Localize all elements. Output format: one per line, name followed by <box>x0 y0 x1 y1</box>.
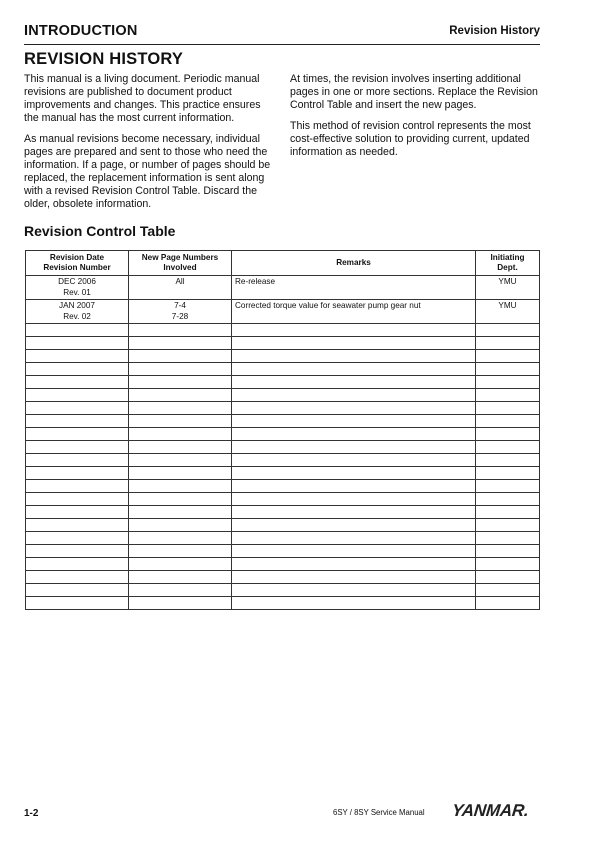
table-cell-blank <box>476 415 540 428</box>
table-title: Revision Control Table <box>24 223 176 239</box>
table-cell-blank <box>476 545 540 558</box>
remarks-cell: Re-release <box>232 276 476 300</box>
table-cell-blank <box>476 532 540 545</box>
table-cell-blank <box>476 376 540 389</box>
table-cell-blank <box>129 597 232 610</box>
table-cell-blank <box>26 519 129 532</box>
paragraph: As manual revisions become necessary, individual pages are prepared and sent to those who need the information. If a page, or number of pages should be replaced, the replacement information is sent along with a revised Revision Control Table. Discard the older, obsolete information. <box>24 133 271 210</box>
table-cell-blank <box>476 402 540 415</box>
table-cell-blank <box>26 584 129 597</box>
table-cell-blank <box>232 493 476 506</box>
table-cell-blank <box>26 532 129 545</box>
table-cell-blank <box>26 493 129 506</box>
table-cell-blank <box>26 389 129 402</box>
table-cell-blank <box>129 389 232 402</box>
table-cell-blank <box>476 363 540 376</box>
remarks-cell: Corrected torque value for seawater pump gear nut <box>232 300 476 324</box>
revision-control-table <box>25 250 540 610</box>
table-cell-blank <box>129 480 232 493</box>
table-cell-blank <box>476 441 540 454</box>
table-row-blank <box>26 324 540 337</box>
page-title: REVISION HISTORY <box>24 50 184 68</box>
table-cell-blank <box>232 571 476 584</box>
body-column-left <box>24 73 274 219</box>
table-cell-blank <box>129 350 232 363</box>
table-row-blank <box>26 337 540 350</box>
table-cell-blank <box>26 363 129 376</box>
table-cell-blank <box>26 506 129 519</box>
table-cell-blank <box>232 337 476 350</box>
paragraph: At times, the revision involves inserting additional pages in one or more sections. Replace the Revision Control Table and insert the new pages. <box>290 73 538 111</box>
body-column-right <box>290 73 540 167</box>
table-cell-blank <box>129 441 232 454</box>
table-row-blank <box>26 597 540 610</box>
table-cell-blank <box>129 428 232 441</box>
table-cell-blank <box>129 363 232 376</box>
table-cell-blank <box>26 402 129 415</box>
table-cell-blank <box>26 376 129 389</box>
table-row-blank <box>26 389 540 402</box>
header-remarks: Remarks <box>232 251 476 276</box>
dept-cell: YMU <box>476 276 540 300</box>
table-cell-blank <box>26 597 129 610</box>
table-cell-blank <box>232 506 476 519</box>
table-row-blank <box>26 454 540 467</box>
table-cell-blank <box>232 376 476 389</box>
table-cell-blank <box>476 389 540 402</box>
table-cell-blank <box>232 428 476 441</box>
table-cell-blank <box>476 337 540 350</box>
table-row-blank <box>26 519 540 532</box>
table-cell-blank <box>26 350 129 363</box>
table-cell-blank <box>476 467 540 480</box>
table-cell-blank <box>476 506 540 519</box>
table-cell-blank <box>232 519 476 532</box>
table-row-blank <box>26 558 540 571</box>
table-cell-blank <box>232 415 476 428</box>
header-revision-date: Revision Date Revision Number <box>26 251 129 276</box>
table-cell-blank <box>232 324 476 337</box>
table-cell-blank <box>129 506 232 519</box>
table-cell-blank <box>129 454 232 467</box>
table-cell-blank <box>232 363 476 376</box>
table-cell-blank <box>26 467 129 480</box>
table-row-blank <box>26 350 540 363</box>
topic-title: Revision History <box>449 25 540 37</box>
pages-cell: 7-4 7-28 <box>129 300 232 324</box>
table-cell-blank <box>26 441 129 454</box>
table-cell-blank <box>129 324 232 337</box>
table-cell-blank <box>232 480 476 493</box>
table-cell-blank <box>129 337 232 350</box>
table-cell-blank <box>129 584 232 597</box>
table-row-blank <box>26 532 540 545</box>
table-row-blank <box>26 480 540 493</box>
table-row-blank <box>26 506 540 519</box>
table-cell-blank <box>232 545 476 558</box>
table-row-blank <box>26 428 540 441</box>
table-cell-blank <box>476 350 540 363</box>
table-cell-blank <box>26 428 129 441</box>
table-cell-blank <box>476 558 540 571</box>
table-cell-blank <box>26 480 129 493</box>
table-cell-blank <box>232 532 476 545</box>
table-cell-blank <box>26 324 129 337</box>
table-cell-blank <box>26 545 129 558</box>
paragraph: This method of revision control represents the most cost-effective solution to providing current, updated information as needed. <box>290 120 531 158</box>
pages-cell: All <box>129 276 232 300</box>
table-cell-blank <box>476 597 540 610</box>
table-row <box>26 300 540 324</box>
table-row-blank <box>26 402 540 415</box>
table-cell-blank <box>476 584 540 597</box>
table-row-blank <box>26 571 540 584</box>
table-cell-blank <box>232 441 476 454</box>
table-cell-blank <box>232 389 476 402</box>
table-cell-blank <box>129 376 232 389</box>
yanmar-logo: YANMAR. <box>451 801 530 820</box>
table-cell-blank <box>476 571 540 584</box>
table-cell-blank <box>476 428 540 441</box>
paragraph: This manual is a living document. Periodic manual revisions are published to document product improvements and changes. This practice ensures the manual has the most current information. <box>24 73 261 124</box>
table-cell-blank <box>129 493 232 506</box>
table-cell-blank <box>129 532 232 545</box>
page-header <box>24 22 540 45</box>
table-cell-blank <box>129 545 232 558</box>
table-row <box>26 276 540 300</box>
table-row-blank <box>26 376 540 389</box>
page-number: 1-2 <box>24 808 39 819</box>
table-row-blank <box>26 545 540 558</box>
table-cell-blank <box>129 558 232 571</box>
table-cell-blank <box>26 337 129 350</box>
dept-cell: YMU <box>476 300 540 324</box>
revision-cell: JAN 2007 Rev. 02 <box>26 300 129 324</box>
table-cell-blank <box>129 467 232 480</box>
table-row-blank <box>26 415 540 428</box>
table-cell-blank <box>232 350 476 363</box>
table-cell-blank <box>129 519 232 532</box>
table-cell-blank <box>26 454 129 467</box>
table-row-blank <box>26 363 540 376</box>
manual-title: 6SY / 8SY Service Manual <box>333 808 425 817</box>
header-initiating-dept: Initiating Dept. <box>476 251 540 276</box>
table-cell-blank <box>232 467 476 480</box>
table-row-blank <box>26 441 540 454</box>
revision-cell: DEC 2006 Rev. 01 <box>26 276 129 300</box>
table-cell-blank <box>232 402 476 415</box>
header-page-numbers: New Page Numbers Involved <box>129 251 232 276</box>
table-cell-blank <box>232 558 476 571</box>
table-cell-blank <box>129 571 232 584</box>
table-cell-blank <box>476 519 540 532</box>
table-cell-blank <box>232 454 476 467</box>
table-cell-blank <box>129 402 232 415</box>
table-row-blank <box>26 493 540 506</box>
table-header-row <box>26 251 540 276</box>
table-row-blank <box>26 467 540 480</box>
table-cell-blank <box>129 415 232 428</box>
table-cell-blank <box>476 480 540 493</box>
table-cell-blank <box>26 558 129 571</box>
table-cell-blank <box>232 597 476 610</box>
table-cell-blank <box>476 454 540 467</box>
table-cell-blank <box>476 493 540 506</box>
table-cell-blank <box>26 571 129 584</box>
table-row-blank <box>26 584 540 597</box>
table-cell-blank <box>26 415 129 428</box>
table-cell-blank <box>232 584 476 597</box>
table-cell-blank <box>476 324 540 337</box>
section-title: INTRODUCTION <box>24 23 138 39</box>
